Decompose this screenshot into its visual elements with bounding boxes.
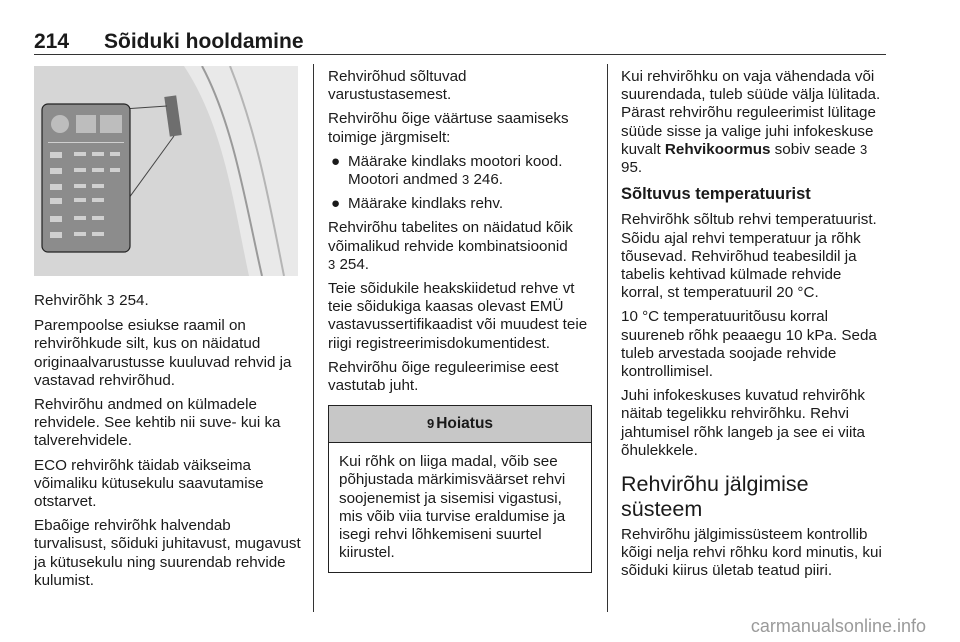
page-ref-symbol: 3 (859, 141, 868, 157)
warning-box (328, 405, 592, 573)
cross-reference (34, 292, 302, 311)
section-heading: Sõltuvus temperatuurist (621, 185, 811, 204)
paragraph-text: Rehvirõhu tabelites on näidatud kõik võimalikud rehvide kombinatsioonid (328, 219, 573, 255)
page-number: 214 (34, 30, 70, 53)
page-ref-symbol: 3 (328, 256, 336, 272)
page-ref-symbol: 3 (106, 294, 115, 309)
column-1 (34, 292, 302, 596)
bullet-icon: ● (331, 152, 341, 170)
bullet-list (328, 153, 592, 214)
warning-title: Hoiatus (436, 415, 494, 433)
paragraph: Rehvirõhu andmed on külmadele rehvidele. See kehtib nii suve- kui ka talverehvidele. (34, 396, 281, 450)
tire-pressure-label-illustration (34, 66, 298, 276)
paragraph: Parempoolse esiukse raamil on rehvirõhkude silt, kus on näidatud originaalvarustusse kuuluvad rehvid ja vastavad rehvirõhud. (34, 317, 292, 389)
paragraph-text: sobiv seade (774, 140, 856, 158)
ref-page[interactable]: 246. (473, 171, 504, 189)
ref-page[interactable]: 254. (119, 292, 149, 309)
paragraph: Rehvirõhud sõltuvad varustustasemest. (328, 68, 467, 104)
column-2 (328, 68, 592, 573)
page-ref-symbol: 3 (461, 172, 470, 188)
paragraph: Rehvirõhu jälgimissüsteem kontrollib kõigi nelja rehvi rõhku kord minutis, kui sõiduki kiirus ületab teatud piiri. (621, 526, 882, 580)
chapter-title: Sõiduki hooldamine (104, 30, 304, 53)
paragraph: Juhi infokeskuses kuvatud rehvirõhk näitab tegelikku rehvirõhku. Rehvi jahtumisel rõhk langeb ja see ei viita õhulekkele. (621, 387, 865, 459)
chapter-heading: Rehvirõhu jälgimise süsteem (621, 472, 809, 522)
paragraph: Rehvirõhu õige reguleerimise eest vastutab juht. (328, 358, 559, 395)
paragraph (621, 68, 887, 177)
menu-term: Rehvikoormus (664, 140, 771, 158)
column-divider-2 (607, 64, 608, 612)
warning-triangle-icon: 9 (426, 416, 435, 432)
paragraph: Ebaõige rehvirõhk halvendab turvalisust, sõiduki juhitavust, mugavust ja kütusekulu ning suurendab rehvide kulumist. (34, 517, 301, 589)
paragraph: Teie sõidukile heakskiidetud rehve vt teie sõidukiga kaasas olevast EMÜ vastavussertifikaadist või muudest teie riigi registreerimisdokumentidest. (328, 280, 588, 352)
paragraph: Rehvirõhk sõltub rehvi temperatuurist. Sõidu ajal rehvi temperatuur ja rõhk tõusevad. Rehvirõhud teabesildil ja tabelis kehtivad külmade rehvide korral, st temperatuuril 20 °C. (621, 211, 877, 302)
warning-body: Kui rõhk on liiga madal, võib see põhjustada märkimisväärset rehvi soojenemist ja sisemisi vigastusi, mis võib viia turvise eraldumise ja isegi rehvi lõhkemiseni suurtel kiirustel. (339, 453, 566, 562)
door-frame-drawing (34, 66, 298, 276)
paragraph: ECO rehvirõhk täidab väikseima võimaliku kütusekulu saavutamise otstarvet. (34, 456, 264, 511)
column-divider-1 (313, 64, 314, 612)
paragraph-text: Kui rehvirõhku on vaja vähendada või suurendada, tuleb süüde välja lülitada. Pärast rehvirõhu reguleerimist lülitage süüde sisse ja valige juhi infokeskuse kuvalt (621, 68, 881, 158)
paragraph: 10 °C temperatuuritõusu korral suureneb rõhk peaaegu 10 kPa. Seda tuleb arvestada soojade rehvide kontrollimisel. (621, 308, 877, 381)
warning-header (329, 406, 591, 443)
bullet-icon: ● (331, 195, 341, 213)
paragraph: Rehvirõhu õige väärtuse saamiseks toimige järgmiselt: (328, 110, 569, 146)
list-item (328, 153, 592, 189)
ref-page[interactable]: 95. (621, 159, 643, 177)
paragraph (328, 219, 592, 274)
header-rule (34, 54, 886, 55)
list-item-text: Määrake kindlaks rehv. (348, 195, 504, 213)
ref-text: Rehvirõhk (34, 292, 103, 309)
watermark: carmanualsonline.info (750, 616, 926, 636)
list-item (328, 195, 592, 213)
page-header (34, 30, 886, 54)
column-3 (621, 68, 887, 587)
list-item-text: Määrake kindlaks mootori kood. Mootori andmed (348, 152, 563, 189)
ref-page[interactable]: 254. (339, 255, 370, 273)
